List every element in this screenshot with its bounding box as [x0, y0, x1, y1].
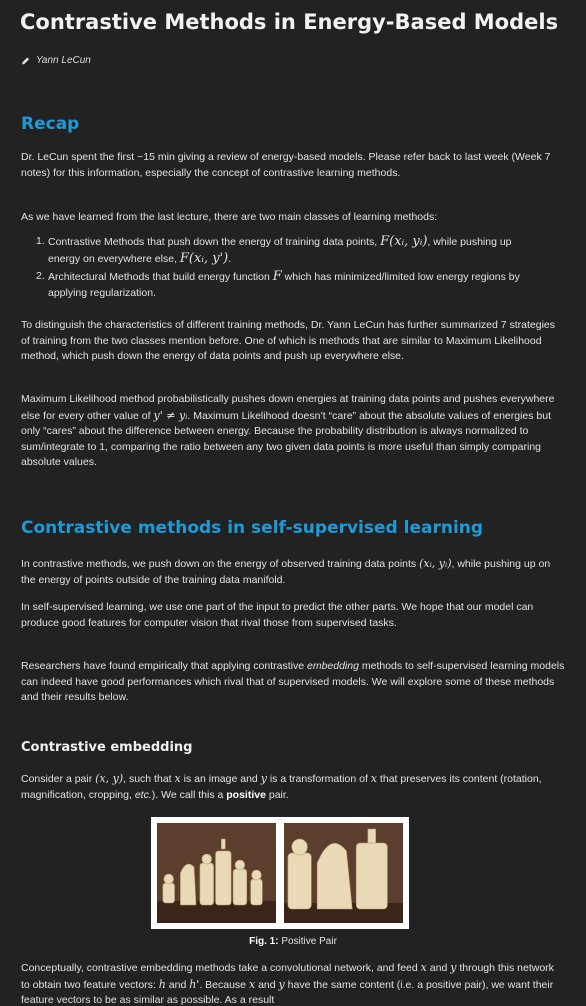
figure-caption: Fig. 1: Positive Pair: [249, 936, 337, 947]
ssl-paragraph-1: In contrastive methods, we push down on the energy of observed training data points (xᵢ, yᵢ), while pushing up on the energy of points outside of the training data manifold.: [21, 557, 551, 586]
recap-paragraph-2: As we have learned from the last lecture, there are two main classes of learning methods:: [21, 211, 438, 223]
embedding-paragraph-2: Conceptually, contrastive embedding methods take a convolutional network, and feed x and y through this network to obtain two feature vectors: h and h'. Because x and y have the same content (i.e. a positive pair), we want their feature vectors to be as similar as possible. As a result: [21, 961, 554, 1006]
chess-image-original: [157, 823, 276, 923]
list-item: 2. Architectural Methods that build energy function F which has minimized/limited low energy regions by applying regularization.: [36, 269, 520, 299]
pen-icon: [21, 56, 30, 66]
ssl-paragraph-3: Researchers have found empirically that applying contrastive embedding methods to self-supervised learning models can indeed have good performances which rival that of supervised models. We will explore some of these methods and their results below.: [21, 660, 565, 704]
recap-paragraph-3: To distinguish the characteristics of different training methods, Dr. Yann LeCun has further summarized 7 strategies of training from the two classes mention before. One of which is methods that are similar to Maximum Likelihood method, which push down the energy of data points and push up everywhere else.: [21, 319, 556, 363]
positive-pair-figure: [151, 817, 409, 929]
author-name[interactable]: Yann LeCun: [36, 55, 91, 66]
author-line: [21, 53, 91, 69]
page-title: Contrastive Methods in Energy-Based Models: [20, 10, 559, 34]
recap-paragraph-1: Dr. LeCun spent the first ~15 min giving a review of energy-based models. Please refer back to last week (Week 7 notes) for this information, especially the concept of contrastive learning methods.: [21, 151, 551, 179]
embedding-paragraph-1: Consider a pair (x, y), such that x is an image and y is a transformation of x that preserves its content (rotation, magnification, cropping, etc.). We call this a positive pair.: [21, 772, 542, 801]
heading-contrastive-ssl: Contrastive methods in self-supervised learning: [21, 518, 484, 538]
learning-methods-list: [36, 234, 546, 303]
chess-image-transformed: [284, 823, 403, 923]
list-item: 1. Contrastive Methods that push down the energy of training data points, F(xᵢ, yᵢ), while pushing up energy on everywhere else, F(xᵢ, y').: [36, 234, 512, 266]
heading-contrastive-embedding: Contrastive embedding: [21, 740, 193, 755]
recap-paragraph-4: Maximum Likelihood method probabilistically pushes down energies at training data points and pushes everywhere else for every other value of y' ≠ yᵢ. Maximum Likelihood doesn’t “care” about the absolute values of energies but only “cares” about the difference between energy. Because the probability distribution is always normalized to sum/integrate to 1, comparing the ratio between any two given data points is more useful than simply comparing absolute values.: [21, 393, 555, 469]
ssl-paragraph-2: In self-supervised learning, we use one part of the input to predict the other parts. We hope that our model can produce good features for computer vision that rival those from supervised tasks.: [21, 601, 534, 629]
heading-recap: Recap: [21, 114, 80, 134]
